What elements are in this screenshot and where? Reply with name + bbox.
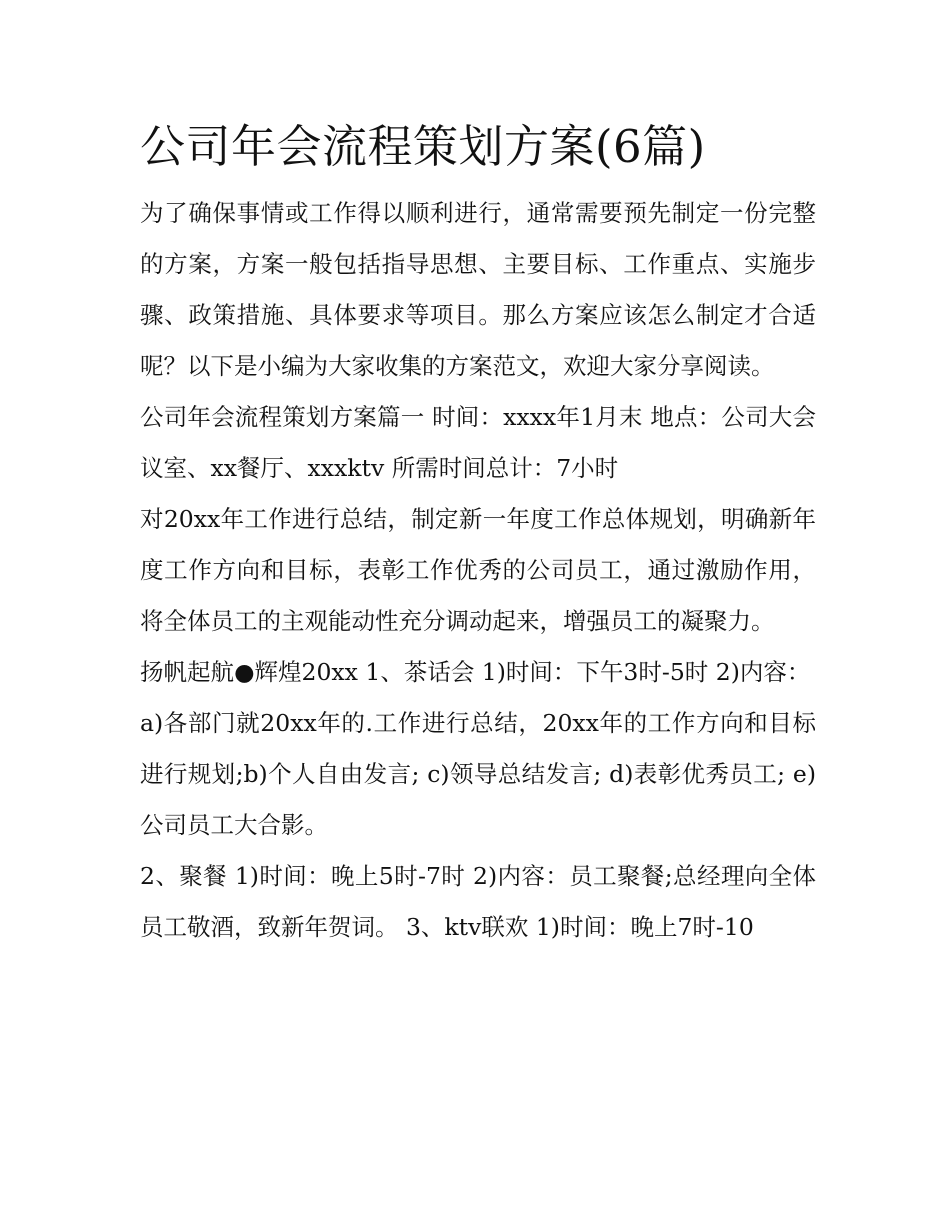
paragraph-intro: 为了确保事情或工作得以顺利进行，通常需要预先制定一份完整的方案，方案一般包括指导思想、主要目标、工作重点、实施步骤、政策措施、具体要求等项目。那么方案应该怎么制定才合适呢？以下是小编为大家收集的方案范文，欢迎大家分享阅读。	[140, 199, 816, 380]
paragraph-tea-party: 扬帆起航●辉煌20xx 1、茶话会 1)时间：下午3时-5时 2)内容：	[140, 658, 811, 686]
document-title: 公司年会流程策划方案(6篇)	[140, 120, 706, 173]
paragraph-purpose: 对20xx年工作进行总结，制定新一年度工作总体规划，明确新年度工作方向和目标，表彰工作优秀的公司员工，通过激励作用，将全体员工的主观能动性充分调动起来，增强员工的凝聚力。	[140, 505, 816, 635]
paragraph-tea-party-content: a)各部门就20xx年的.工作进行总结，20xx年的工作方向和目标进行规划;b)个人自由发言; c)领导总结发言; d)表彰优秀员工; e)公司员工大合影。	[140, 709, 816, 839]
document-body	[140, 114, 816, 953]
paragraph-plan-one-info: 公司年会流程策划方案篇一 时间：xxxx年1月末 地点：公司大会议室、xx餐厅、xxxktv 所需时间总计：7小时	[140, 403, 816, 482]
paragraph-dinner-ktv: 2、聚餐 1)时间：晚上5时-7时 2)内容：员工聚餐;总经理向全体员工敬酒，致新年贺词。 3、ktv联欢 1)时间：晚上7时-10	[140, 862, 816, 941]
